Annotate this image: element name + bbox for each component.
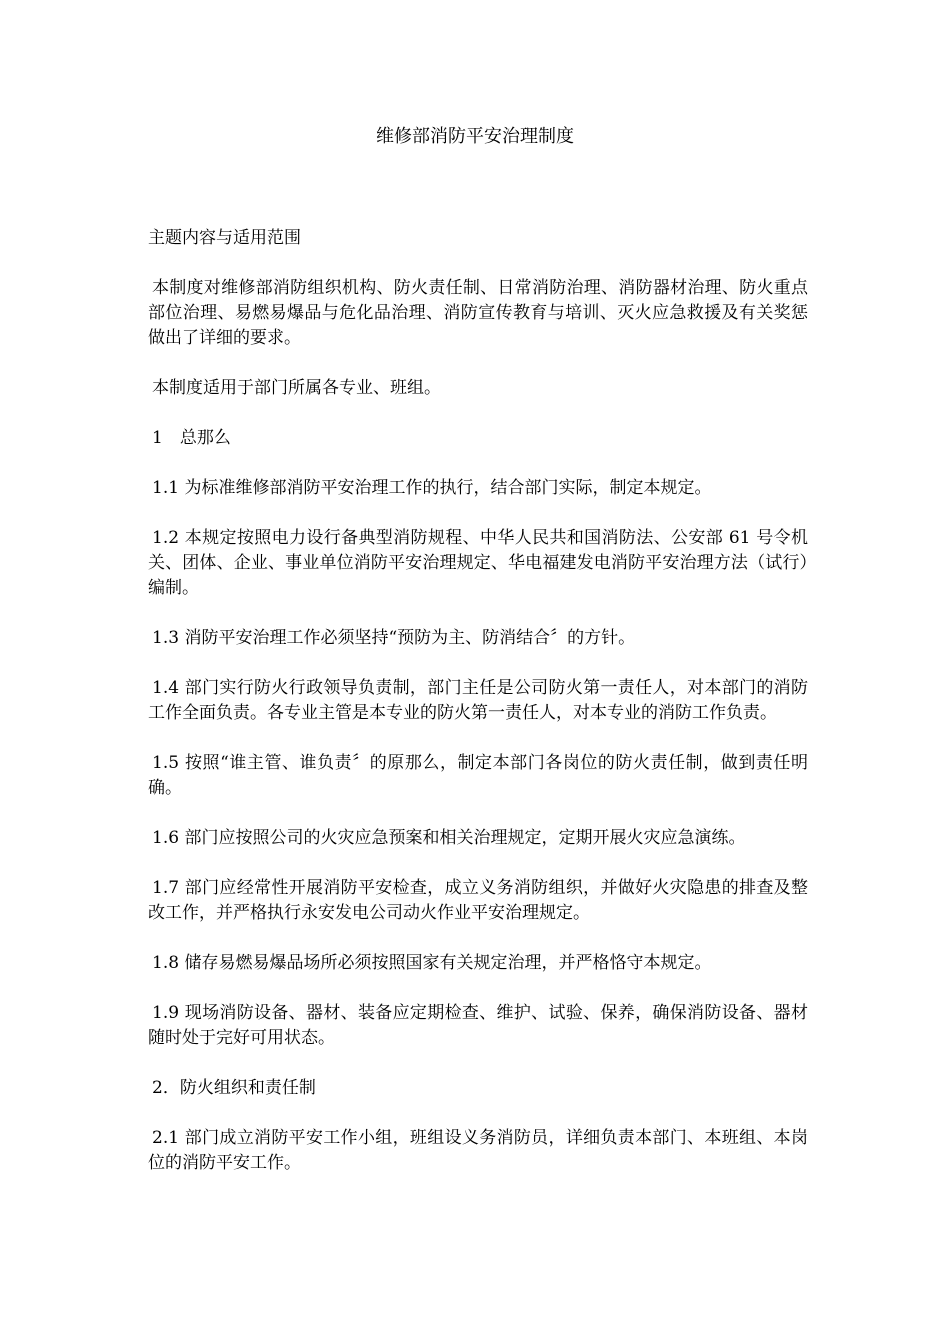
clause-1-5: 1.5 按照“谁主管、谁负责〞的原那么，制定本部门各岗位的防火责任制，做到责任明确。 (148, 753, 808, 798)
paragraph-scope-applicability: 本制度适用于部门所属各专业、班组。 (152, 378, 441, 398)
paragraph-scope-description: 本制度对维修部消防组织机构、防火责任制、日常消防治理、消防器材治理、防火重点部位治理、易燃易爆品与危化品治理、消防宣传教育与培训、灭火应急救援及有关奖惩做出了详细的要求。 (148, 278, 808, 348)
clause-1-4: 1.4 部门实行防火行政领导负责制，部门主任是公司防火第一责任人，对本部门的消防工作全面负责。各专业主管是本专业的防火第一责任人，对本专业的消防工作负责。 (148, 678, 808, 723)
section-heading-scope: 主题内容与适用范围 (148, 228, 301, 248)
document-title: 维修部消防平安治理制度 (376, 126, 574, 147)
clause-1-2: 1.2 本规定按照电力设行备典型消防规程、中华人民共和国消防法、公安部 61 号令机关、团体、企业、事业单位消防平安治理规定、华电福建发电消防平安治理方法（试行）编制。 (148, 528, 808, 598)
clause-1-8: 1.8 储存易燃易爆品场所必须按照国家有关规定治理，并严格恪守本规定。 (152, 953, 712, 973)
clause-1-3: 1.3 消防平安治理工作必须坚持“预防为主、防消结合〞的方针。 (152, 628, 636, 648)
clause-1-7: 1.7 部门应经常性开展消防平安检查，成立义务消防组织，并做好火灾隐患的排查及整改工作，并严格执行永安发电公司动火作业平安治理规定。 (148, 878, 808, 923)
clause-1-9: 1.9 现场消防设备、器材、装备应定期检查、维护、试验、保养，确保消防设备、器材随时处于完好可用状态。 (148, 1003, 808, 1048)
clause-2-1: 2.1 部门成立消防平安工作小组，班组设义务消防员，详细负责本部门、本班组、本岗位的消防平安工作。 (148, 1128, 808, 1173)
section-heading-general: 1 总那么 (152, 428, 231, 448)
document-body (148, 226, 808, 1201)
clause-1-6: 1.6 部门应按照公司的火灾应急预案和相关治理规定，定期开展火灾应急演练。 (152, 828, 746, 848)
section-heading-fire-organization: 2．防火组织和责任制 (152, 1078, 316, 1098)
clause-1-1: 1.1 为标准维修部消防平安治理工作的执行，结合部门实际，制定本规定。 (152, 478, 712, 498)
